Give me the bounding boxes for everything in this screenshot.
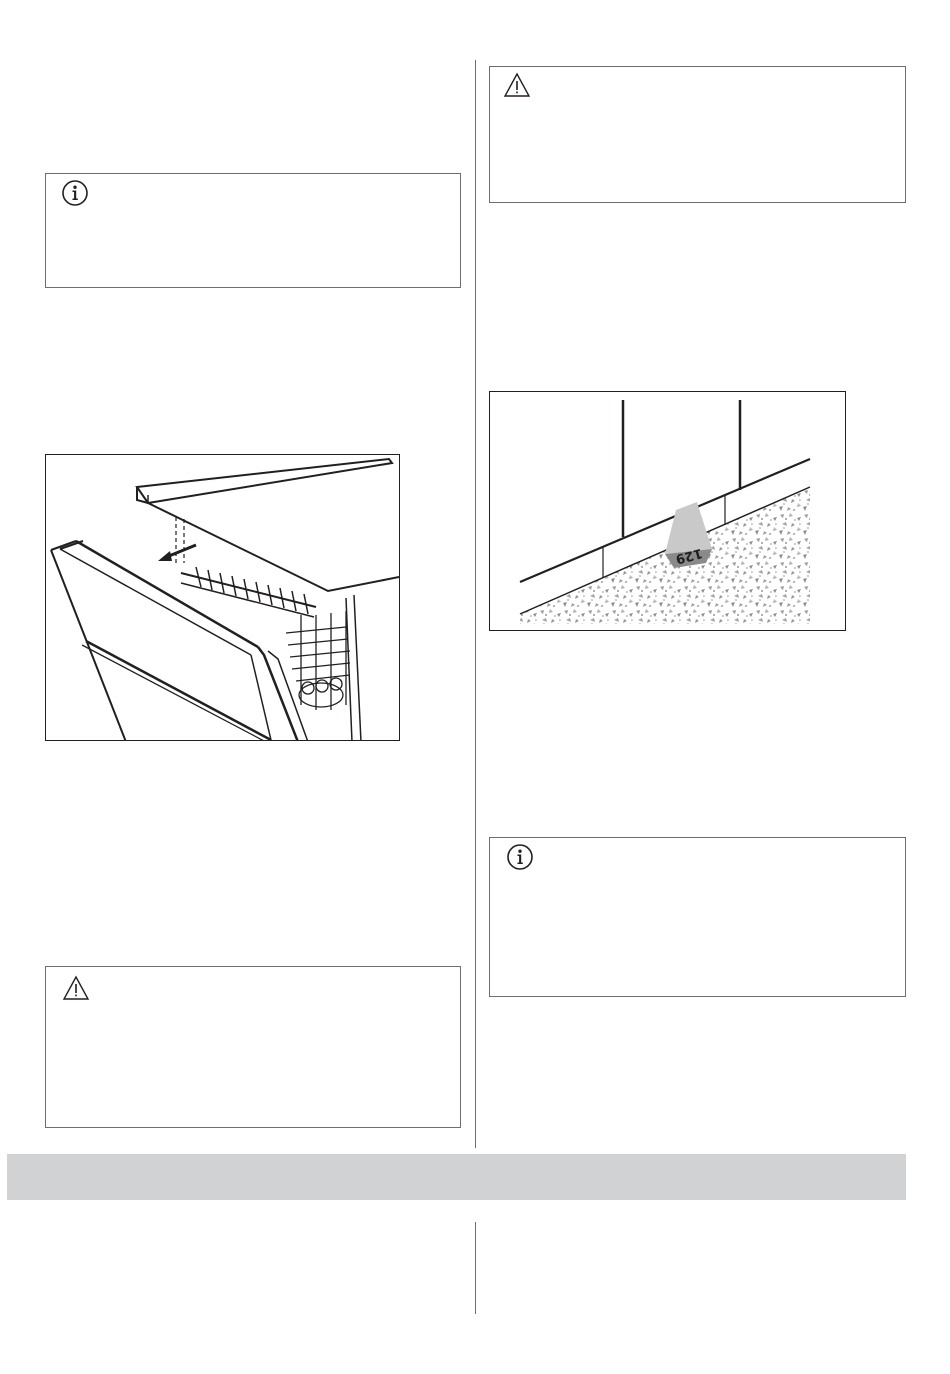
dishwasher-door-figure — [45, 454, 400, 741]
info-note-box-right — [489, 837, 906, 997]
info-icon — [506, 843, 534, 871]
projected-time-display: 129 — [673, 544, 704, 567]
section-heading-band — [7, 1154, 906, 1200]
warning-note-box-left — [45, 966, 461, 1128]
column-divider-lower — [475, 1222, 476, 1314]
info-note-box — [45, 173, 461, 288]
warning-note-box-right — [489, 66, 906, 203]
info-icon — [61, 179, 89, 207]
column-divider-upper — [475, 60, 476, 1148]
warning-icon — [62, 975, 90, 1001]
warning-icon — [503, 72, 531, 98]
time-projection-figure — [489, 391, 846, 631]
